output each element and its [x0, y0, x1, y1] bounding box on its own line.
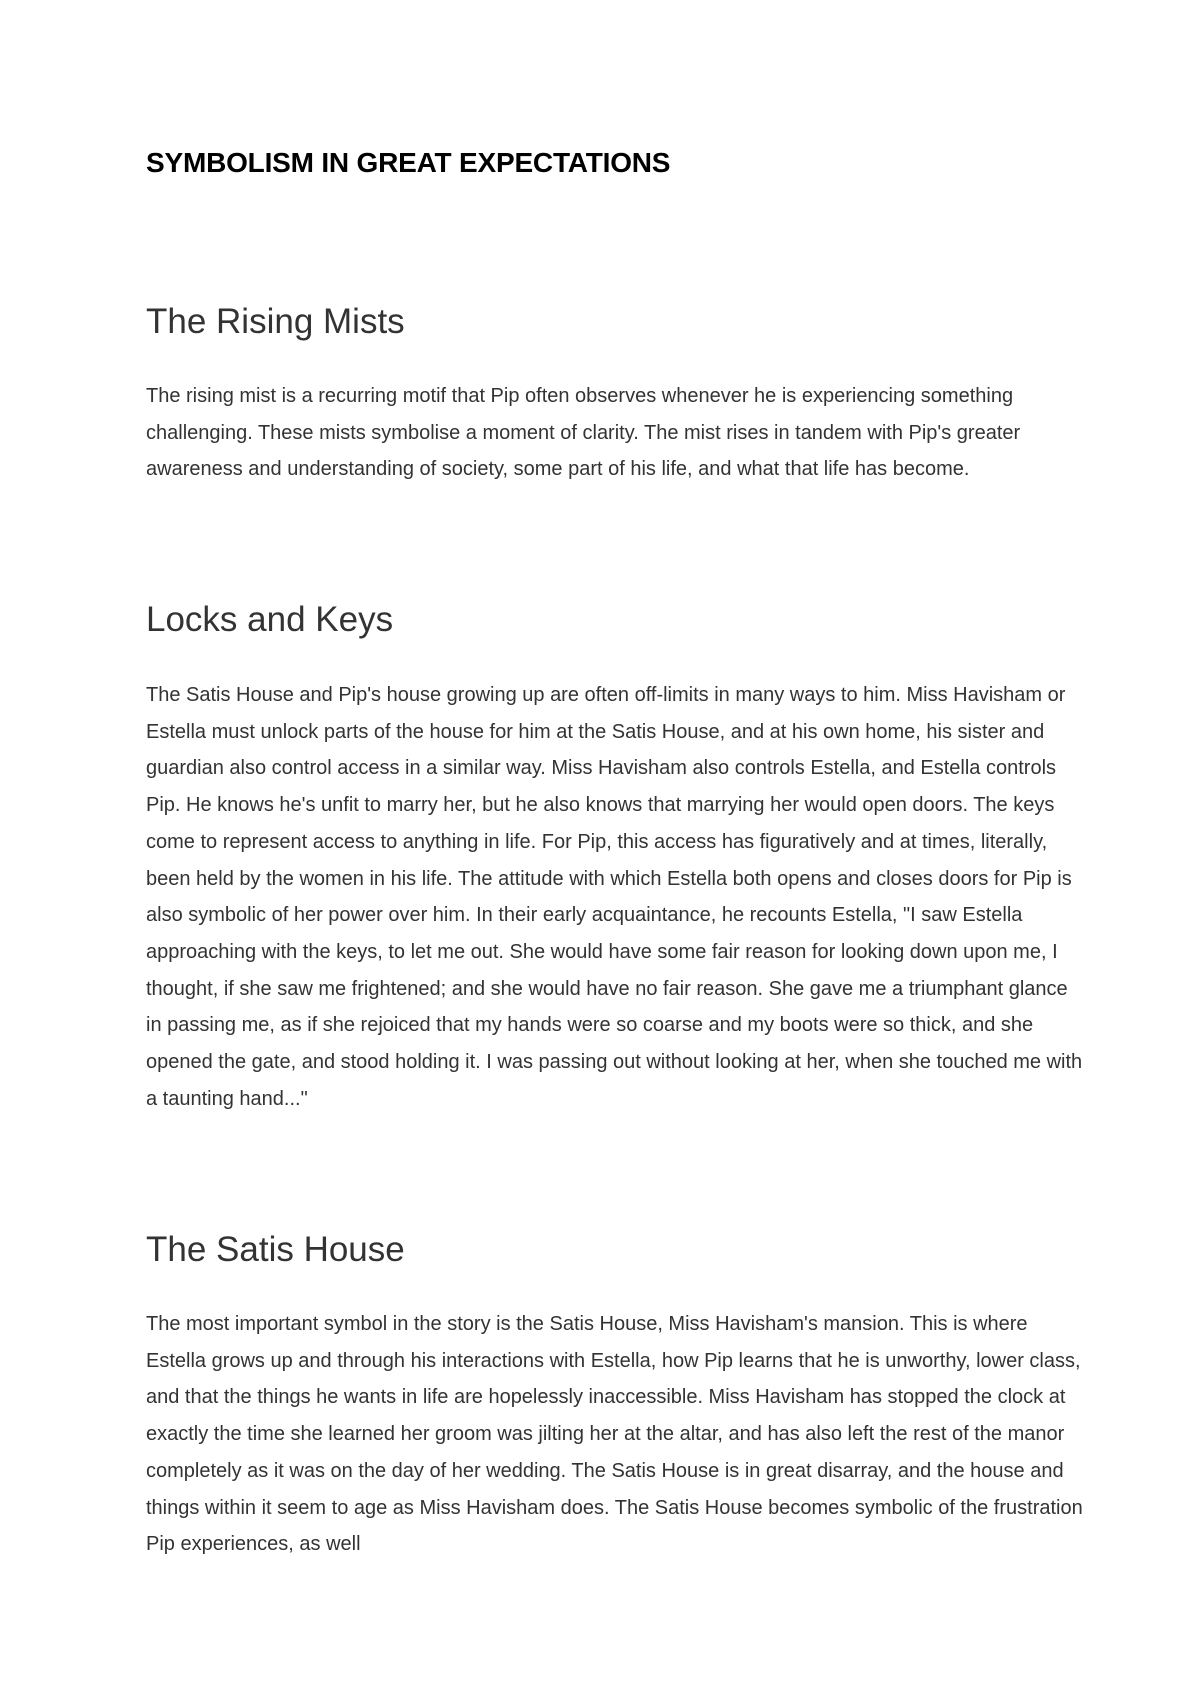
section-heading-satis-house: The Satis House	[146, 1230, 405, 1269]
section-heading-rising-mists: The Rising Mists	[146, 302, 405, 341]
section-body-locks-and-keys: The Satis House and Pip's house growing up are often off-limits in many ways to him. Miss Havisham or Estella must unlock parts of the house for him at the Satis House, and at his own home, his sister and guardian also control access in a similar way. Miss Havisham also controls Estella, and Estella controls Pip. He knows he's unfit to marry her, but he also knows that marrying her would open doors. The keys come to represent access to anything in life. For Pip, this access has figuratively and at times, literally, been held by the women in his life. The attitude with which Estella both opens and closes doors for Pip is also symbolic of her power over him. In their early acquaintance, he recounts Estella, "I saw Estella approaching with the keys, to let me out. She would have some fair reason for looking down upon me, I thought, if she saw me frightened; and she would have no fair reason. She gave me a triumphant glance in passing me, as if she rejoiced that my hands were so coarse and my boots were so thick, and she opened the gate, and stood holding it. I was passing out without looking at her, when she touched me with a taunting hand..."	[146, 684, 1083, 1110]
document-title: SYMBOLISM IN GREAT EXPECTATIONS	[146, 147, 671, 178]
section-body-satis-house: The most important symbol in the story is the Satis House, Miss Havisham's mansion. This is where Estella grows up and through his interactions with Estella, how Pip learns that he is unworthy, lower class, and that the things he wants in life are hopelessly inaccessible. Miss Havisham has stopped the clock at exactly the time she learned her groom was jilting her at the altar, and has also left the rest of the manor completely as it was on the day of her wedding. The Satis House is in great disarray, and the house and things within it seem to age as Miss Havisham does. The Satis House becomes symbolic of the frustration Pip experiences, as well	[146, 1313, 1083, 1556]
section-body-rising-mists: The rising mist is a recurring motif that Pip often observes whenever he is experiencing something challenging. These mists symbolise a moment of clarity. The mist rises in tandem with Pip's greater awareness and understanding of society, some part of his life, and what that life has become.	[146, 385, 1021, 481]
section-heading-locks-and-keys: Locks and Keys	[146, 600, 394, 639]
